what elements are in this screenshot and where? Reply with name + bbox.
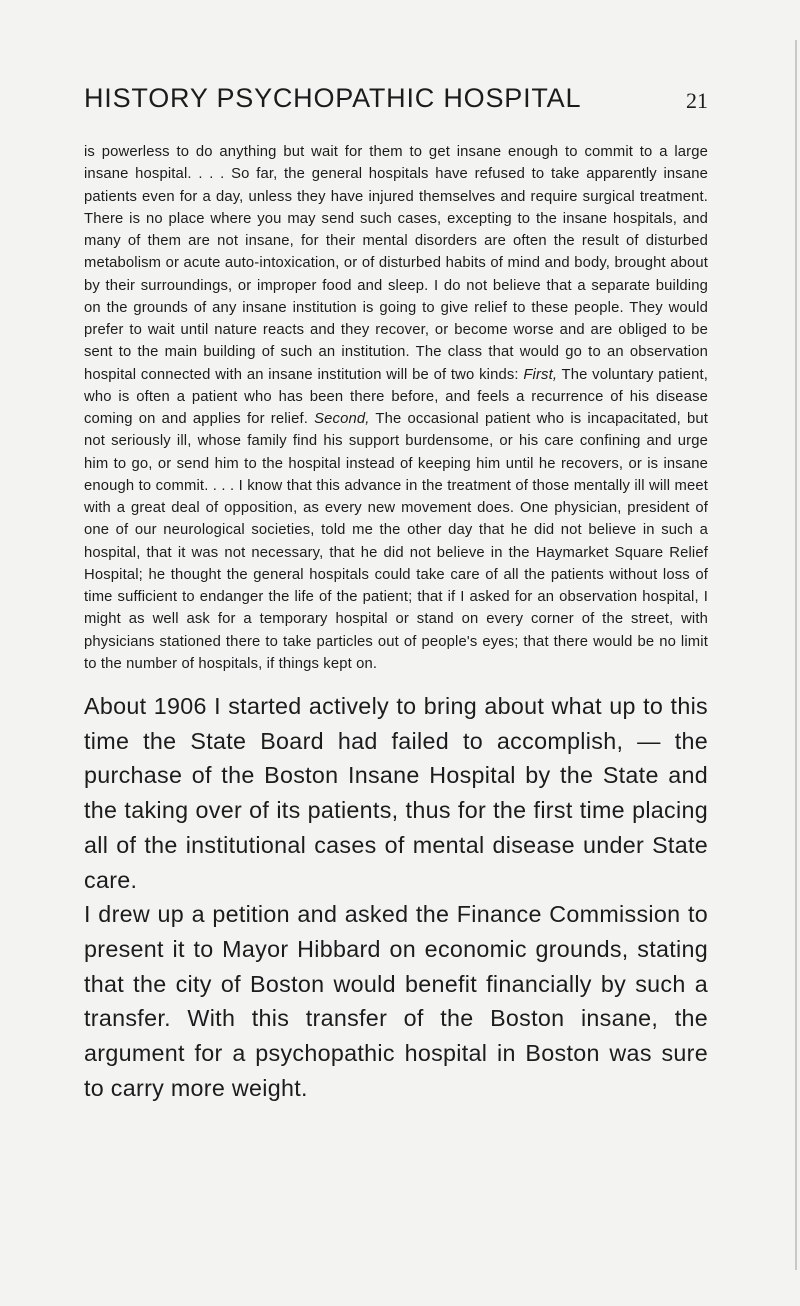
page-number: 21 (686, 88, 708, 113)
second-label: Second, (314, 411, 370, 427)
running-title: HISTORY PSYCHOPATHIC HOSPITAL (84, 83, 582, 113)
quoted-paragraph-part-a: is powerless to do anything but wait for them to get insane enough to commit to a large insane hospital. . . . So far, the general hospitals have refused to take apparently insane patients even for a day, unless they have injured themselves and require surgical treatment. There is no place where you may send such cases, excepting to the insane hospitals, and many of them are not insane, for their mental disorders are often the result of disturbed metabolism or acute auto-intoxication, or of disturbed habits of mind and body, brought about by their surroundings, or improper food and sleep. I do not believe that a separate building on the grounds of any insane institution is going to give relief to these people. They would prefer to wait until nature reacts and they recover, or become worse and are obliged to be sent to the main building of such an institution. The class that would go to an observation hospital connected with an insane institution will be of two kinds: (84, 144, 708, 383)
running-head (84, 80, 708, 120)
page-edge-divider (795, 40, 797, 1270)
paragraph-petition: I drew up a petition and asked the Finance Commission to present it to Mayor Hibbard on economic grounds, stating that the city of Boston would benefit financially by such a transfer. With this transfer of the Boston insane, the argument for a psychopathic hospital in Boston was sure to carry more weight. (84, 901, 708, 1101)
quoted-paragraph-part-b: The voluntary patient, who is often a patient who has been there before, and feels a recurrence of his disease coming on and applies for relief. (84, 366, 709, 427)
quoted-paragraph-part-c: The occasional patient who is incapacitated, but not seriously ill, whose family find his support burdensome, or his care confining and urge him to go, or send him to the hospital instead of keeping him until he recovers, or is insane enough to commit. . . . I know that this advance in the treatment of those mentally ill will meet with a great deal of opposition, as every new movement does. One physician, president of one of our neurological societies, told me the other day that he did not believe in such a hospital, that it was not necessary, that he did not believe in the Haymarket Square Relief Hospital; he thought the general hospitals could take care of all the patients without loss of time sufficient to endanger the life of the patient; that if I asked for an observation hospital, I might as well ask for a temporary hospital or stand on every corner of the street, with physicians stationed there to take particles out of people's eyes; that there would be no limit to the number of hospitals, if things kept on. (84, 411, 708, 672)
first-label: First, (523, 366, 558, 383)
quoted-paragraph (84, 141, 708, 675)
body-text (84, 141, 708, 1105)
paragraph-state-purchase: About 1906 I started actively to bring about what up to this time the State Board had failed to accomplish, — the purchase of the Boston Insane Hospital by the State and the taking over of its patients, thus for the first time placing all of the institutional cases of mental disease under State care. (84, 693, 708, 893)
